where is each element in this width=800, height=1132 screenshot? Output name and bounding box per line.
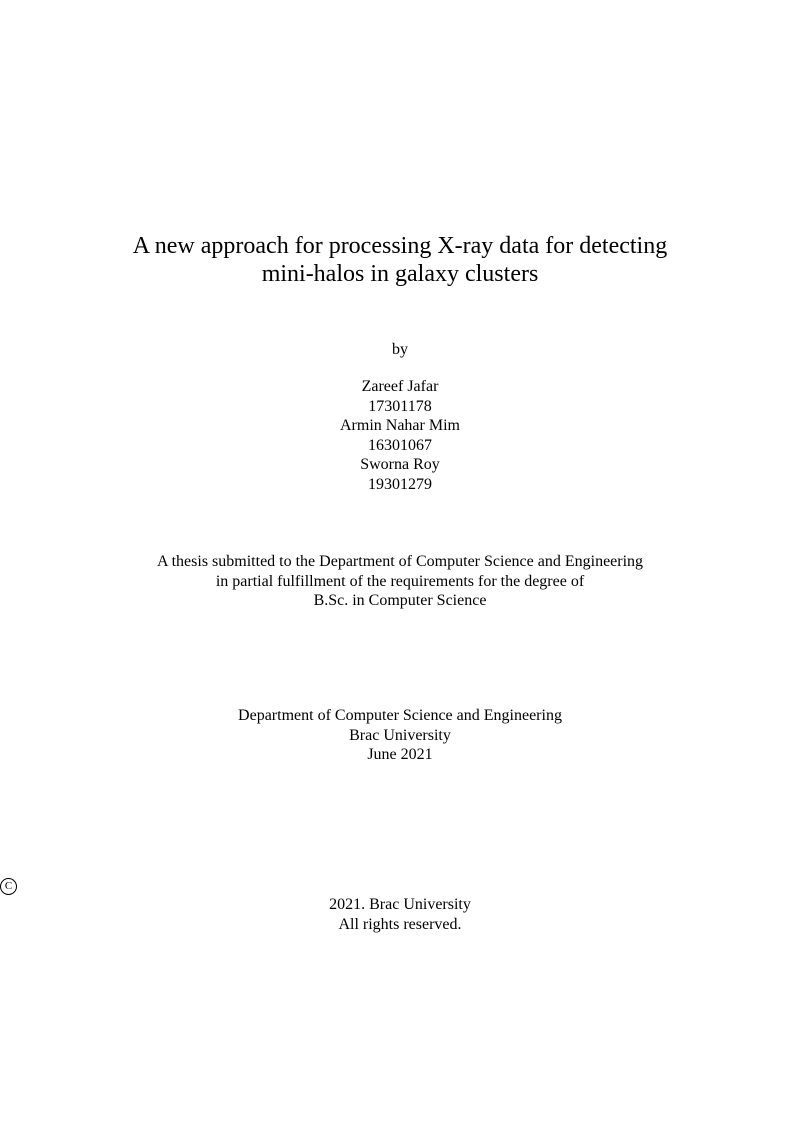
copyright-line-1 — [0, 878, 800, 915]
statement-line-3: B.Sc. in Computer Science — [313, 592, 487, 609]
statement-line-2: in partial fulfillment of the requirements for the degree of — [215, 572, 585, 590]
submission-statement — [0, 552, 800, 611]
copyright-notice — [0, 878, 800, 934]
university: Brac University — [349, 726, 451, 744]
author-id: 16301067 — [368, 436, 432, 454]
author-name: Zareef Jafar — [361, 378, 439, 395]
author-id: 19301279 — [368, 475, 432, 493]
copyright-text: 2021. Brac University — [329, 896, 471, 913]
author-list — [0, 377, 800, 494]
statement-line-1: A thesis submitted to the Department of Computer Science and Engineering — [156, 553, 644, 570]
copyright-line-2: All rights reserved. — [338, 915, 462, 933]
submission-date: June 2021 — [367, 746, 433, 763]
title-line-2: mini-halos in galaxy clusters — [261, 261, 539, 287]
author-name: Armin Nahar Mim — [340, 417, 460, 434]
copyright-icon: C — [0, 878, 17, 895]
thesis-title — [0, 232, 800, 288]
department: Department of Computer Science and Engineering — [238, 707, 562, 724]
title-line-1: A new approach for processing X-ray data for detecting — [132, 233, 668, 259]
affiliation — [0, 706, 800, 765]
author-name: Sworna Roy — [360, 456, 440, 473]
author-id: 17301178 — [368, 397, 432, 415]
by-label: by — [392, 341, 408, 358]
